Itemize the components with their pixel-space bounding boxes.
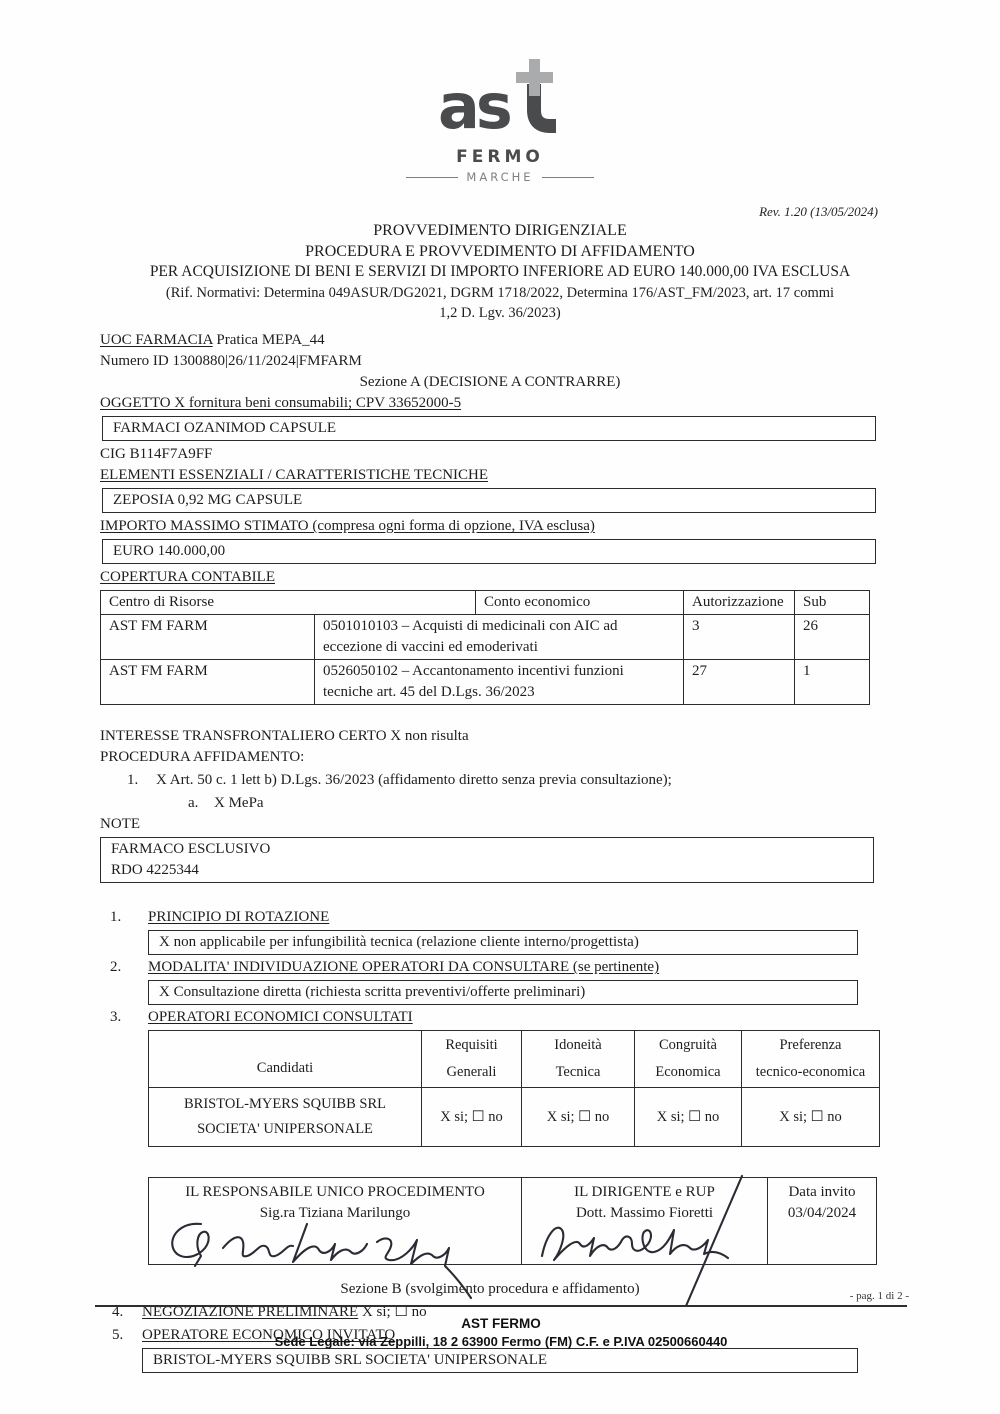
copertura-header-row [101, 591, 869, 614]
candidates-table [148, 1030, 880, 1147]
signature-table [148, 1177, 877, 1265]
rup-name: Sig.ra Tiziana Marilungo [259, 1205, 411, 1221]
header-line: Economica [655, 1064, 721, 1080]
header-sub: Sub [794, 591, 869, 614]
sezione-a-title: Sezione A (DECISIONE A CONTRARRE) [359, 374, 621, 390]
item-number: 1. [127, 772, 139, 788]
modalita-box: X Consultazione diretta (richiesta scritta preventivi/offerte preliminari) [148, 980, 858, 1005]
header-line: Requisiti [445, 1037, 498, 1053]
header-line: Generali [446, 1064, 497, 1080]
data-invito-value: 03/04/2024 [787, 1205, 857, 1221]
footer-divider [95, 1305, 907, 1307]
elementi-value-box: ZEPOSIA 0,92 MG CAPSULE [102, 488, 876, 513]
copertura-table [100, 590, 870, 705]
check-value: X si; ☐ no [546, 1108, 610, 1125]
header-centro-di-risorse: Centro di Risorse [109, 594, 214, 610]
footer-address: Sede Legale: via Zeppilli, 18 2 63900 Fermo (FM) C.F. e P.IVA 02500660440 [274, 1334, 728, 1349]
importo-label: IMPORTO MASSIMO STIMATO (compresa ogni forma di opzione, IVA esclusa) [100, 518, 595, 534]
item-number: 4. [112, 1304, 124, 1320]
header-line: Idoneità [554, 1037, 602, 1053]
check-value: X si; ☐ no [440, 1108, 503, 1125]
table-row [101, 614, 869, 659]
logo-region [0, 170, 1000, 184]
procedura-item-1 [100, 770, 880, 791]
rup-signature-cell [149, 1178, 521, 1264]
check-preferenza [741, 1088, 879, 1146]
item-text: X MePa [214, 795, 264, 811]
rup-signature [161, 1218, 491, 1268]
dirigente-signature [534, 1218, 754, 1264]
uoc-rest: Pratica MEPA_44 [212, 332, 325, 348]
ast-logo [0, 62, 1000, 184]
item-number: 2. [110, 959, 122, 975]
item-number: a. [188, 795, 199, 811]
cell-sub: 26 [794, 615, 869, 659]
title-line-2: PROCEDURA E PROVVEDIMENTO DI AFFIDAMENTO [305, 242, 695, 260]
item-title: OPERATORE ECONOMICO INVITATO [142, 1327, 396, 1343]
cell-centro: AST FM FARM [109, 618, 208, 634]
title-line-4: (Rif. Normativi: Determina 049ASUR/DG2021, DGRM 1718/2022, Determina 176/AST_FM/2023, art. 17 commi [165, 284, 835, 301]
header-autorizzazione: Autorizzazione [683, 591, 794, 614]
table-row [101, 659, 869, 704]
item-title: MODALITA' INDIVIDUAZIONE OPERATORI DA CONSULTARE (se pertinente) [148, 959, 660, 975]
logo-brand-text: as [438, 70, 509, 143]
header-congruita-economica [634, 1031, 741, 1087]
ast-logo-icon [430, 62, 570, 145]
logo-city: FERMO [456, 147, 544, 167]
data-invito-cell [767, 1178, 876, 1264]
uoc-line [100, 330, 880, 351]
logo-plus-v [529, 59, 540, 96]
interesse-line: INTERESSE TRANSFRONTALIERO CERTO X non risulta [100, 728, 469, 744]
numbered-item-3 [100, 1007, 880, 1028]
operatore-invitato-box: BRISTOL-MYERS SQUIBB SRL SOCIETA' UNIPERSONALE [142, 1348, 858, 1373]
note-line-2: RDO 4225344 [111, 862, 199, 878]
item-number: 1. [110, 909, 122, 925]
check-idoneita [521, 1088, 634, 1146]
negoziazione-label: NEGOZIAZIONE PRELIMINARE [142, 1304, 359, 1320]
cell-sub: 1 [794, 660, 869, 704]
candidati-label: Candidati [256, 1060, 314, 1076]
logo-dash-left [406, 177, 458, 178]
logo-region-text: MARCHE [466, 170, 534, 184]
title-line-5: 1,2 D. Lgv. 36/2023) [439, 305, 561, 321]
header-conto-economico: Conto economico [475, 591, 683, 614]
sezione-b-title: Sezione B (svolgimento procedura e affidamento) [340, 1281, 640, 1297]
numbered-item-1 [100, 907, 880, 928]
header-line: tecnico-economica [755, 1064, 866, 1080]
copertura-label: COPERTURA CONTABILE [100, 569, 275, 585]
header-line: Preferenza [779, 1037, 842, 1053]
note-label: NOTE [100, 816, 140, 832]
note-line-1: FARMACO ESCLUSIVO [111, 841, 271, 857]
candidate-name-line: SOCIETA' UNIPERSONALE [197, 1121, 373, 1137]
rup-title: IL RESPONSABILE UNICO PROCEDIMENTO [185, 1184, 485, 1200]
procedura-item-1a [100, 793, 880, 814]
note-box [100, 837, 874, 883]
header-line: Tecnica [555, 1064, 601, 1080]
cell-autorizzazione: 27 [683, 660, 794, 704]
document-titles [70, 221, 930, 324]
uoc-label: UOC FARMACIA [100, 332, 213, 348]
check-value: X si; ☐ no [779, 1108, 842, 1125]
numero-id-line: Numero ID 1300880|26/11/2024|FMFARM [100, 353, 362, 369]
candidates-header-row [149, 1031, 879, 1087]
page-number: - pag. 1 di 2 - [849, 1290, 909, 1302]
item-title: OPERATORI ECONOMICI CONSULTATI [148, 1009, 413, 1025]
cig-line: CIG B114F7A9FF [100, 446, 213, 462]
footer-org: AST FERMO [461, 1316, 541, 1331]
item-number: 5. [112, 1327, 124, 1343]
dirigente-signature-cell [521, 1178, 767, 1264]
logo-dash-right [542, 177, 594, 178]
candidate-name [149, 1088, 421, 1146]
check-congruita [634, 1088, 741, 1146]
header-idoneita-tecnica [521, 1031, 634, 1087]
procedura-affidamento-label: PROCEDURA AFFIDAMENTO: [100, 749, 305, 765]
dirigente-title: IL DIRIGENTE e RUP [574, 1184, 715, 1200]
check-requisiti [421, 1088, 521, 1146]
candidate-row [149, 1087, 879, 1146]
elementi-label: ELEMENTI ESSENZIALI / CARATTERISTICHE TECNICHE [100, 467, 489, 483]
negoziazione-rest: X si; ☐ no [358, 1304, 427, 1320]
oggetto-line: OGGETTO X fornitura beni consumabili; CPV 33652000-5 [100, 395, 462, 411]
header-requisiti-generali [421, 1031, 521, 1087]
item-title: PRINCIPIO DI ROTAZIONE [148, 909, 330, 925]
rotazione-box: X non applicabile per infungibilità tecnica (relazione cliente interno/progettista) [148, 930, 858, 955]
revision-note: Rev. 1.20 (13/05/2024) [759, 204, 878, 219]
cell-autorizzazione: 3 [683, 615, 794, 659]
item-number: 3. [110, 1009, 122, 1025]
header-preferenza [741, 1031, 879, 1087]
cell-conto: 0526050102 – Accantonamento incentivi funzioni tecniche art. 45 del D.Lgs. 36/2023 [314, 660, 683, 704]
oggetto-value-box: FARMACI OZANIMOD CAPSULE [102, 416, 876, 441]
numbered-item-2 [100, 957, 880, 978]
importo-value-box: EURO 140.000,00 [102, 539, 876, 564]
candidate-name-line: BRISTOL-MYERS SQUIBB SRL [184, 1096, 386, 1112]
header-candidati [149, 1031, 421, 1087]
title-line-3: PER ACQUISIZIONE DI BENI E SERVIZI DI IMPORTO INFERIORE AD EURO 140.000,00 IVA ESCLUSA [149, 263, 851, 280]
item-text: X Art. 50 c. 1 lett b) D.Lgs. 36/2023 (affidamento diretto senza previa consultazione); [156, 772, 672, 788]
header-line: Congruità [659, 1037, 717, 1053]
page-footer [95, 1290, 909, 1349]
cell-conto: 0501010103 – Acquisti di medicinali con AIC ad eccezione di vaccini ed emoderivati [314, 615, 683, 659]
cell-centro: AST FM FARM [109, 663, 208, 679]
title-line-1: PROVVEDIMENTO DIRIGENZIALE [373, 222, 627, 239]
document-body [100, 330, 880, 1375]
dirigente-name: Dott. Massimo Fioretti [575, 1205, 714, 1221]
check-value: X si; ☐ no [656, 1108, 720, 1125]
data-invito-label: Data invito [788, 1184, 856, 1200]
